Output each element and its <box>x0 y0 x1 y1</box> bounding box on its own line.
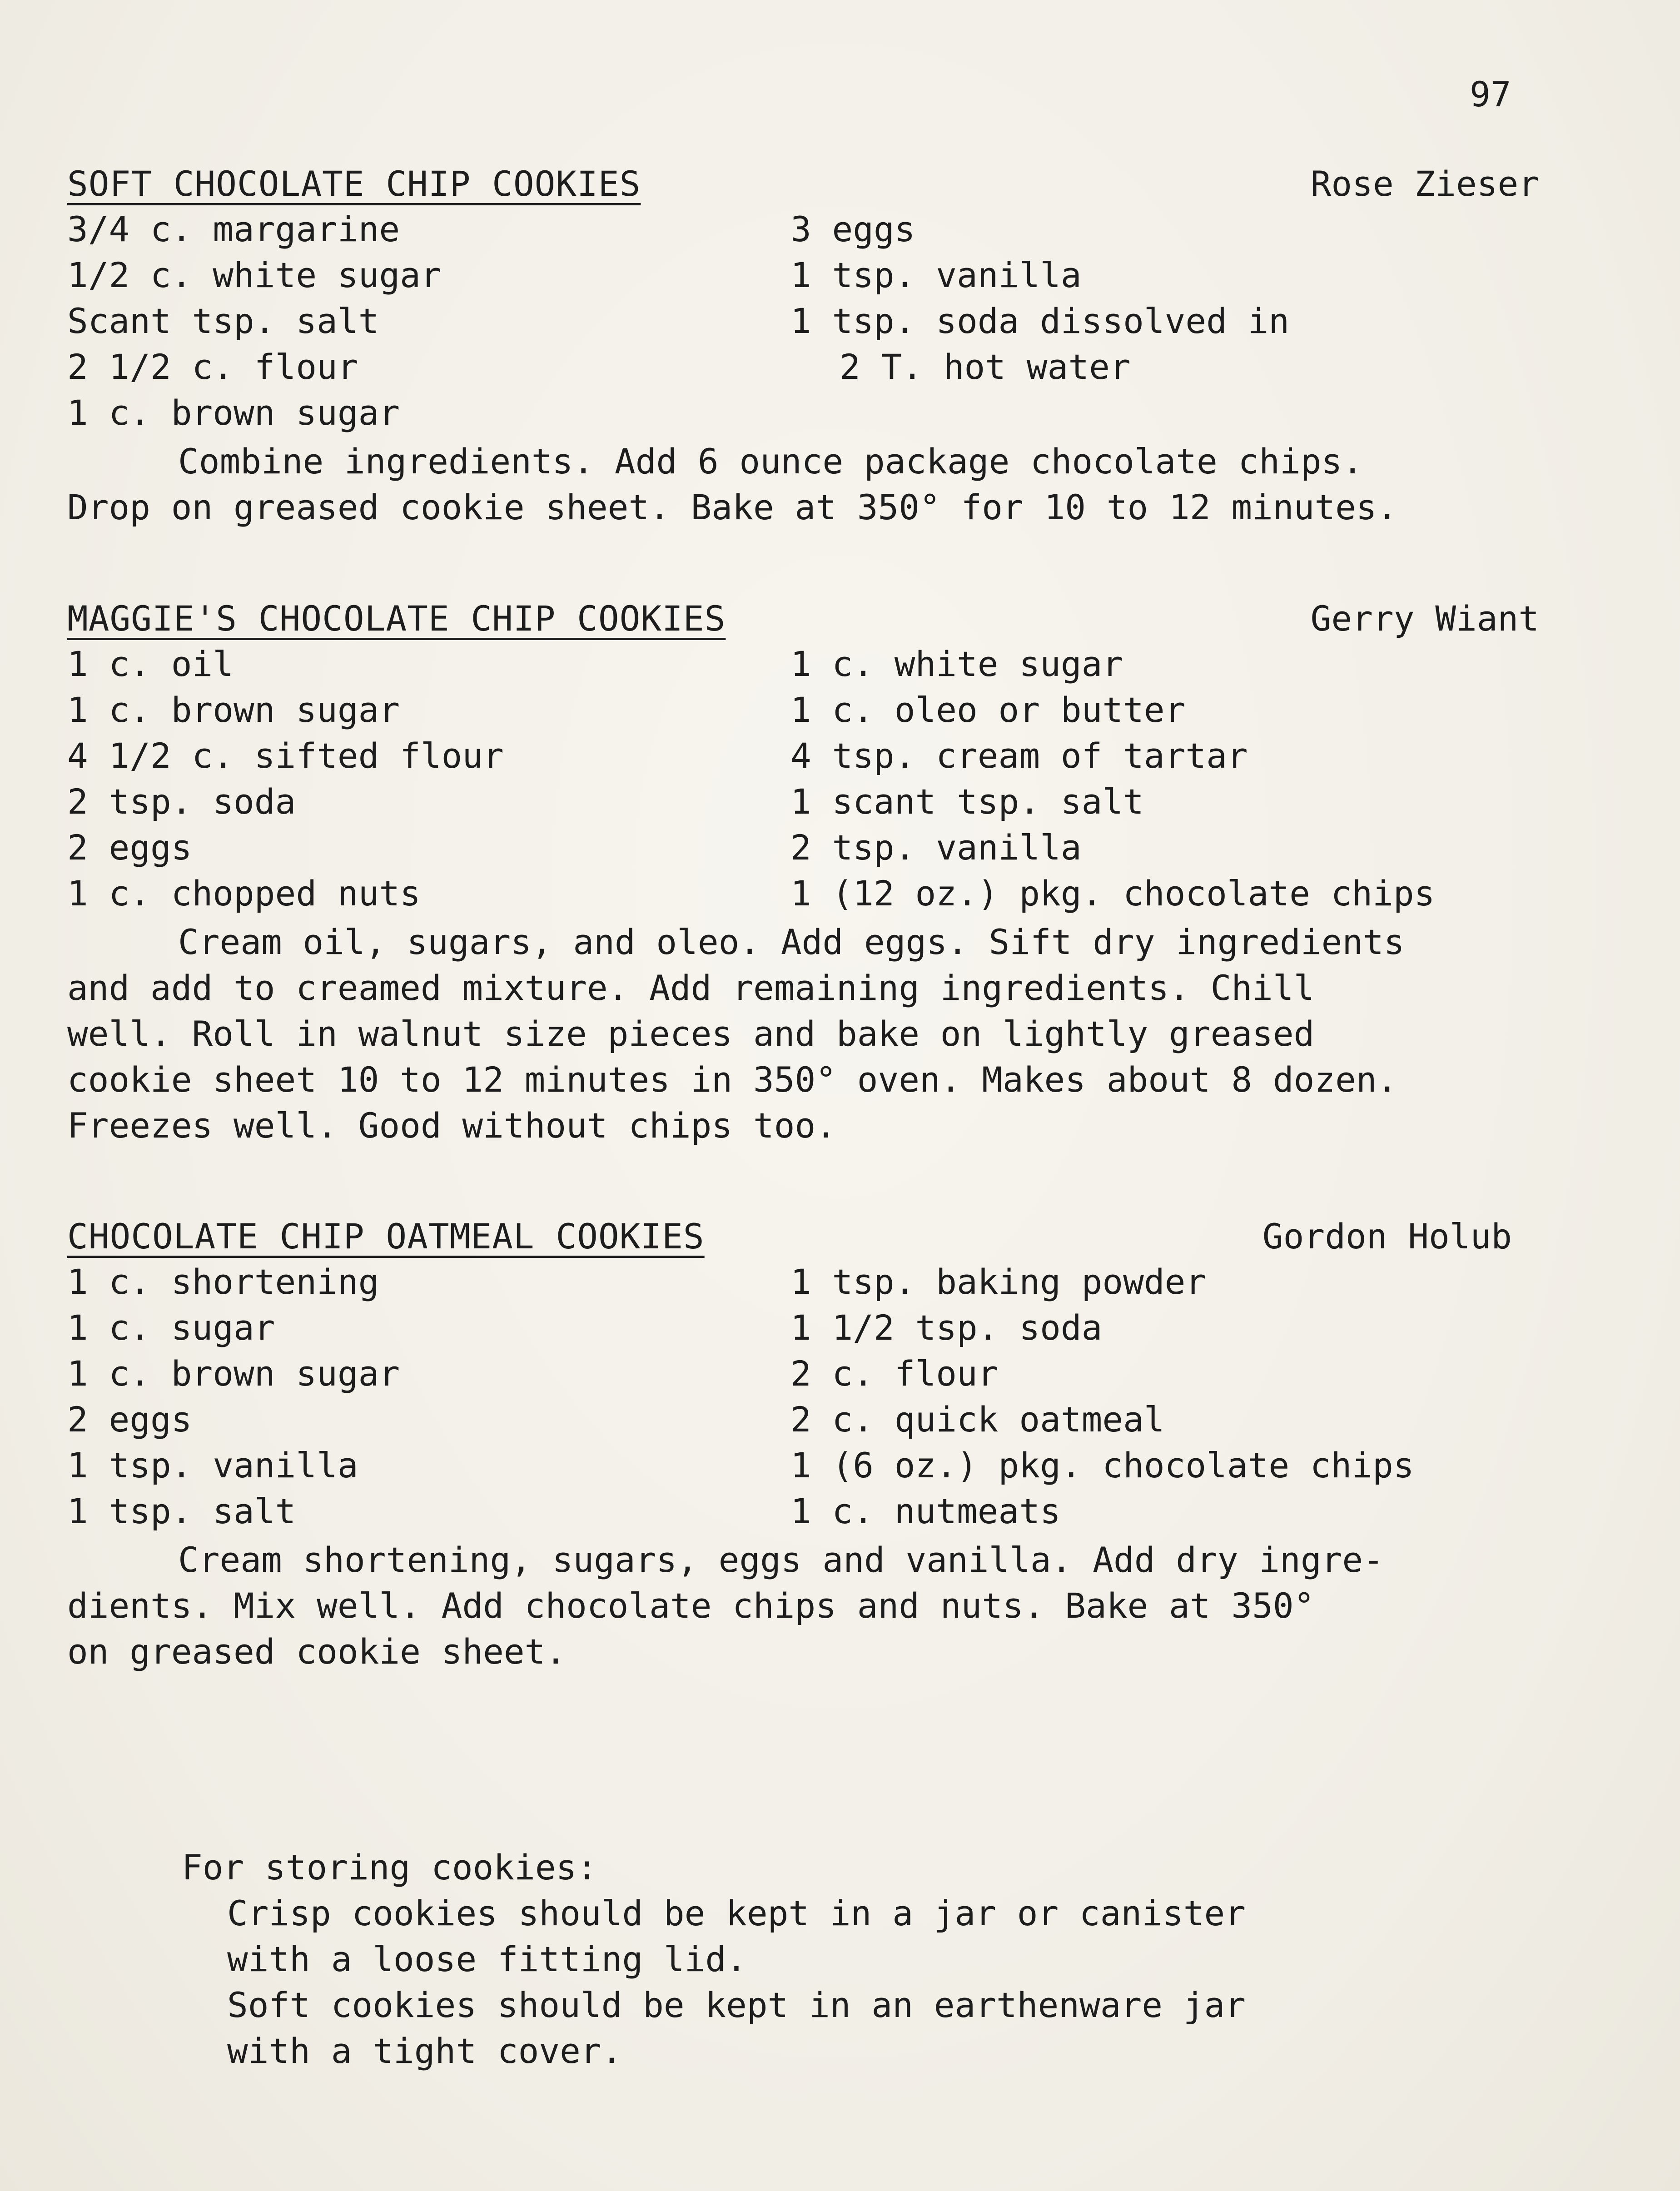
ingredient-row <box>67 1262 1539 1307</box>
ingredient: 2 eggs <box>67 827 192 868</box>
storing-heading: For storing cookies: <box>182 1847 598 1888</box>
recipe-header <box>67 1216 1539 1262</box>
ingredient-row <box>67 781 1539 827</box>
recipe-title: CHOCOLATE CHIP OATMEAL COOKIES <box>67 1216 705 1257</box>
ingredient-row <box>67 644 1539 690</box>
recipe-directions <box>67 438 1539 530</box>
recipe-title: MAGGIE'S CHOCOLATE CHIP COOKIES <box>67 598 726 639</box>
ingredient-row <box>67 1445 1539 1491</box>
recipe-soft-chocolate-chip <box>67 164 1539 530</box>
ingredient-row <box>67 690 1539 735</box>
ingredient-list <box>67 1262 1539 1537</box>
ingredient-row <box>67 1307 1539 1353</box>
ingredient: 1 c. brown sugar <box>67 392 400 433</box>
recipe-author: Gerry Wiant <box>1310 598 1539 639</box>
direction-line: well. Roll in walnut size pieces and bake on lightly greased <box>67 1014 1315 1054</box>
recipe-chocolate-chip-oatmeal <box>67 1216 1539 1674</box>
ingredient-row <box>67 255 1539 301</box>
storing-line: Crisp cookies should be kept in a jar or canister <box>227 1893 1246 1933</box>
ingredient: 2 c. flour <box>790 1353 999 1394</box>
ingredient: 1 c. oleo or butter <box>790 690 1186 730</box>
ingredient-row <box>67 301 1539 347</box>
ingredient-row <box>67 209 1539 255</box>
ingredient: 4 tsp. cream of tartar <box>790 735 1248 776</box>
ingredient: 2 c. quick oatmeal <box>790 1399 1165 1440</box>
ingredient: 1 scant tsp. salt <box>790 781 1144 822</box>
direction-line: dients. Mix well. Add chocolate chips and nuts. Bake at 350° <box>67 1585 1315 1626</box>
direction-line: Combine ingredients. Add 6 ounce package chocolate chips. <box>178 441 1363 482</box>
ingredient: 3 eggs <box>790 209 915 249</box>
direction-line: Cream shortening, sugars, eggs and vanilla. Add dry ingre- <box>178 1540 1384 1580</box>
ingredient: 1 tsp. vanilla <box>790 255 1082 295</box>
ingredient-row <box>67 392 1539 438</box>
ingredient: 2 tsp. vanilla <box>790 827 1082 868</box>
direction-line: on greased cookie sheet. <box>67 1631 567 1672</box>
ingredient: 2 eggs <box>67 1399 192 1440</box>
ingredient: 1 c. brown sugar <box>67 1353 400 1394</box>
ingredient: 1 (6 oz.) pkg. chocolate chips <box>790 1445 1414 1486</box>
ingredient-row <box>67 873 1539 919</box>
ingredient: 1 tsp. salt <box>67 1491 296 1531</box>
ingredient: 2 T. hot water <box>840 347 1131 387</box>
ingredient-row <box>67 827 1539 873</box>
ingredient-row <box>67 735 1539 781</box>
recipe-author: Gordon Holub <box>1262 1216 1512 1257</box>
ingredient: 2 tsp. soda <box>67 781 296 822</box>
ingredient: Scant tsp. salt <box>67 301 379 341</box>
ingredient: 1/2 c. white sugar <box>67 255 442 295</box>
ingredient: 1 c. sugar <box>67 1307 275 1348</box>
storing-line: Soft cookies should be kept in an earthenware jar <box>227 1985 1246 2025</box>
direction-line: Freezes well. Good without chips too. <box>67 1105 836 1146</box>
storing-line: with a loose fitting lid. <box>227 1939 747 1979</box>
storing-note <box>182 1844 1545 2074</box>
direction-line: Cream oil, sugars, and oleo. Add eggs. Sift dry ingredients <box>178 922 1405 962</box>
ingredient: 1 c. shortening <box>67 1262 379 1302</box>
ingredient: 1 1/2 tsp. soda <box>790 1307 1103 1348</box>
ingredient-row <box>67 347 1539 392</box>
direction-line: Drop on greased cookie sheet. Bake at 350° for 10 to 12 minutes. <box>67 487 1398 527</box>
ingredient-row <box>67 1353 1539 1399</box>
ingredient-row <box>67 1399 1539 1445</box>
recipe-title: SOFT CHOCOLATE CHIP COOKIES <box>67 164 641 204</box>
recipe-header <box>67 164 1539 209</box>
ingredient: 1 tsp. vanilla <box>67 1445 358 1486</box>
ingredient-list <box>67 209 1539 438</box>
recipe-directions <box>67 1537 1539 1674</box>
recipe-directions <box>67 919 1539 1148</box>
ingredient: 3/4 c. margarine <box>67 209 400 249</box>
ingredient: 1 tsp. baking powder <box>790 1262 1207 1302</box>
ingredient: 1 c. oil <box>67 644 234 684</box>
direction-line: and add to creamed mixture. Add remaining ingredients. Chill <box>67 968 1315 1008</box>
page-number: 97 <box>1470 74 1511 114</box>
ingredient: 1 c. brown sugar <box>67 690 400 730</box>
recipe-author: Rose Zieser <box>1310 164 1539 204</box>
storing-line: with a tight cover. <box>227 2031 622 2071</box>
ingredient-list <box>67 644 1539 919</box>
ingredient: 1 c. white sugar <box>790 644 1123 684</box>
ingredient-row <box>67 1491 1539 1537</box>
ingredient: 2 1/2 c. flour <box>67 347 358 387</box>
recipe-maggies-chocolate-chip <box>67 598 1539 1148</box>
recipe-header <box>67 598 1539 644</box>
ingredient: 1 tsp. soda dissolved in <box>790 301 1290 341</box>
ingredient: 1 c. nutmeats <box>790 1491 1061 1531</box>
direction-line: cookie sheet 10 to 12 minutes in 350° oven. Makes about 8 dozen. <box>67 1059 1398 1100</box>
ingredient: 1 (12 oz.) pkg. chocolate chips <box>790 873 1435 914</box>
ingredient: 4 1/2 c. sifted flour <box>67 735 504 776</box>
ingredient: 1 c. chopped nuts <box>67 873 421 914</box>
